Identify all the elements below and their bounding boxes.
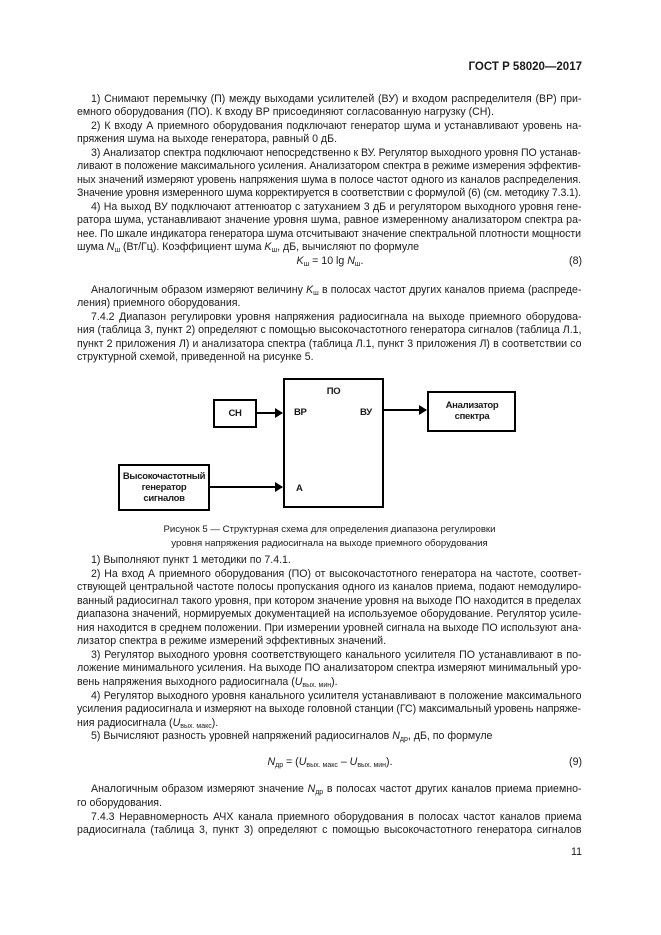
subscript: вых. макс (180, 723, 212, 730)
page-number: 11 (571, 846, 582, 858)
text-line: ливают в положение максимального усиления. Анализатором спектра в режиме измерения эффектив- (77, 160, 581, 172)
variable: K (296, 255, 304, 267)
text-line: вень напряжения выходного радиосигнала $(U_{вых. мин})$. (77, 676, 338, 689)
analyzer-label: Анализатор спектра (445, 400, 499, 422)
text-line: ния находится в среднем положении. При измерении уровней сигнала на выходе ПО используют ана- (77, 622, 582, 634)
text-line: ванный радиосигнал такого уровня, при котором значение уровня на выходе ПО находится в пределах (77, 595, 582, 607)
text-line: структурной схемой, приведенной на рисунке 5. (77, 351, 314, 363)
subscript: вых. мин (357, 762, 387, 769)
subscript: ш (271, 247, 278, 254)
variable: U (172, 717, 181, 729)
arrow-load-to-po (257, 412, 282, 414)
text-line: 4) На выход ВУ подключают аттенюатор с затуханием 3 дБ и регулятором выходного уровня гене- (91, 201, 582, 213)
text-line: 4) Регулятор выходного уровня канального усилителя устанавливают в положение максимального (91, 690, 582, 702)
figure-caption-line-1: Рисунок 5 — Структурная схема для определения диапазона регулировки (163, 524, 496, 535)
text-line: ложение минимального усиления. На выходе ПО анализатором спектра измеряют минимальный уро- (77, 662, 582, 674)
text-line: ления) приемного оборудования. (77, 297, 241, 309)
subscript: вых. мин (302, 682, 332, 689)
subscript: др (275, 762, 284, 769)
subscript: др (315, 789, 324, 796)
text-line: 2) К входу А приемного оборудования подключают генератор шума и устанавливают уровень на- (91, 120, 582, 132)
text-line: го оборудования. (77, 797, 162, 809)
text-line: пункт 2 приложения Л) и анализатора спектра (таблица Л.1, пункт 3 приложения Л) в соответствии со (77, 338, 582, 350)
subscript: ш (114, 247, 121, 254)
variable: U (294, 676, 303, 688)
output-vu-label: ВУ (360, 407, 372, 418)
text-line: усиления радиосигнала и измеряют на выходе головной станции (ГС) максимальный уровень напряже- (77, 703, 581, 715)
text-line: ных значений измеряют уровень напряжения шума в полосе частот одного из каналов распределения. (77, 174, 581, 186)
variable: U (349, 756, 358, 768)
text-line: 7.4.3 Неравномерность АЧХ канала приемного оборудования в полосах частот каналов приема (91, 811, 582, 823)
generator-label: Высокочастотный генератор сигналов (122, 471, 206, 504)
arrow-generator-to-po (210, 486, 282, 488)
formula: $K_ш = 10$ $\lg N_ш$. (296, 255, 364, 268)
variable: N (307, 783, 316, 795)
text-line: емного оборудования (ПО). К входу ВР присоединяют согласованную нагрузку (СН). (77, 106, 494, 118)
formula: $N_{др} = (U_{вых. макс} - U_{вых. мин})$. (267, 756, 393, 769)
text-line: ния радиосигнала $(U_{вых. макс})$. (77, 717, 219, 730)
text-line: ствующей центральной частоте полосы пропускания одного из каналов приема, подают немодулиро- (77, 581, 582, 593)
variable: N (267, 756, 276, 768)
variable: K (306, 284, 314, 296)
text-line: шума $N_ш$ (Вт/Гц). Коэффициент шума $K_ш$, дБ, вычисляют по формуле (77, 241, 420, 254)
subscript: вых. макс (306, 762, 338, 769)
input-a-label: А (296, 483, 303, 494)
text-line: 5) Вычисляют разность уровней напряжений радиосигналов $N_{др}$, дБ, по формуле (91, 730, 493, 743)
subscript: ш (313, 290, 319, 297)
text-line: 7.4.2 Диапазон регулировки уровня напряжения радиосигнала на выходе приемного оборудова- (91, 311, 582, 323)
text-line: пряжения шума на выходе генератора, равный 0 дБ. (77, 133, 338, 145)
text-line: радиосигнала (таблица 3, пункт 3) определяют с помощью высокочастотного генератора сигналов (77, 824, 582, 836)
input-vr-label: ВР (294, 407, 307, 418)
subscript: др (399, 736, 408, 743)
text-line: 3) Регулятор выходного уровня соответствующего канального усилителя ПО устанавливают в по- (91, 649, 582, 661)
equation-number: (8) (569, 255, 582, 267)
text-line: 2) На вход А приемного оборудования (ПО) от высокочастотного генератора на частоте, соответ- (91, 568, 582, 580)
subscript: ш (354, 261, 361, 268)
equation-number: (9) (569, 756, 582, 768)
text-line: лизатор спектра в режиме измерений эффективных значений. (77, 635, 387, 647)
variable: N (106, 241, 115, 253)
text-line: 1) Выполняют пункт 1 методики по 7.4.1. (91, 554, 291, 566)
subscript: ш (303, 261, 310, 268)
text-line: ратора шума, устанавливают значение уровня шума, равное измеренному анализатором спектра ра- (77, 214, 582, 226)
variable: U (298, 756, 307, 768)
text-line: Значение уровня измеренного шума корректируется в соответствии с формулой (6) (см. методику 7.3.1). (77, 187, 581, 199)
document-header: ГОСТ Р 58020—2017 (468, 61, 582, 73)
figure-caption-line-2: уровня напряжения радиосигнала на выходе приемного оборудования (171, 538, 488, 549)
text-line: нее. По шкале индикатора генератора шума отсчитывают значение спектральной плотности мощности (77, 228, 581, 240)
po-title: ПО (326, 386, 341, 397)
text-line: Аналогичным образом измеряют величину $K_ш$ в полосах частот других каналов приема (распреде- (91, 284, 582, 297)
text-line: 3) Анализатор спектра подключают непосредственно к ВУ. Регулятор выходного уровня ПО устанав- (91, 147, 582, 159)
variable: N (347, 255, 355, 267)
load-label: СН (228, 408, 242, 419)
arrow-po-to-analyzer (384, 409, 426, 411)
text-line: ния (таблица 3, пункт 2) определяют с помощью высокочастотного генератора сигналов (таблица Л.1, (77, 324, 582, 336)
text-line: Аналогичным образом измеряют значение $N_{др}$ в полосах частот других каналов приема приемно- (91, 783, 582, 796)
text-line: 1) Снимают перемычку (П) между выходами усилителей (ВУ) и входом распределителя (ВР) при- (91, 93, 582, 105)
variable: N (392, 730, 400, 742)
variable: K (264, 241, 272, 253)
text-line: диапазона значений, нормируемых документацией на используемое оборудование. Регулятор усиле- (77, 608, 582, 620)
